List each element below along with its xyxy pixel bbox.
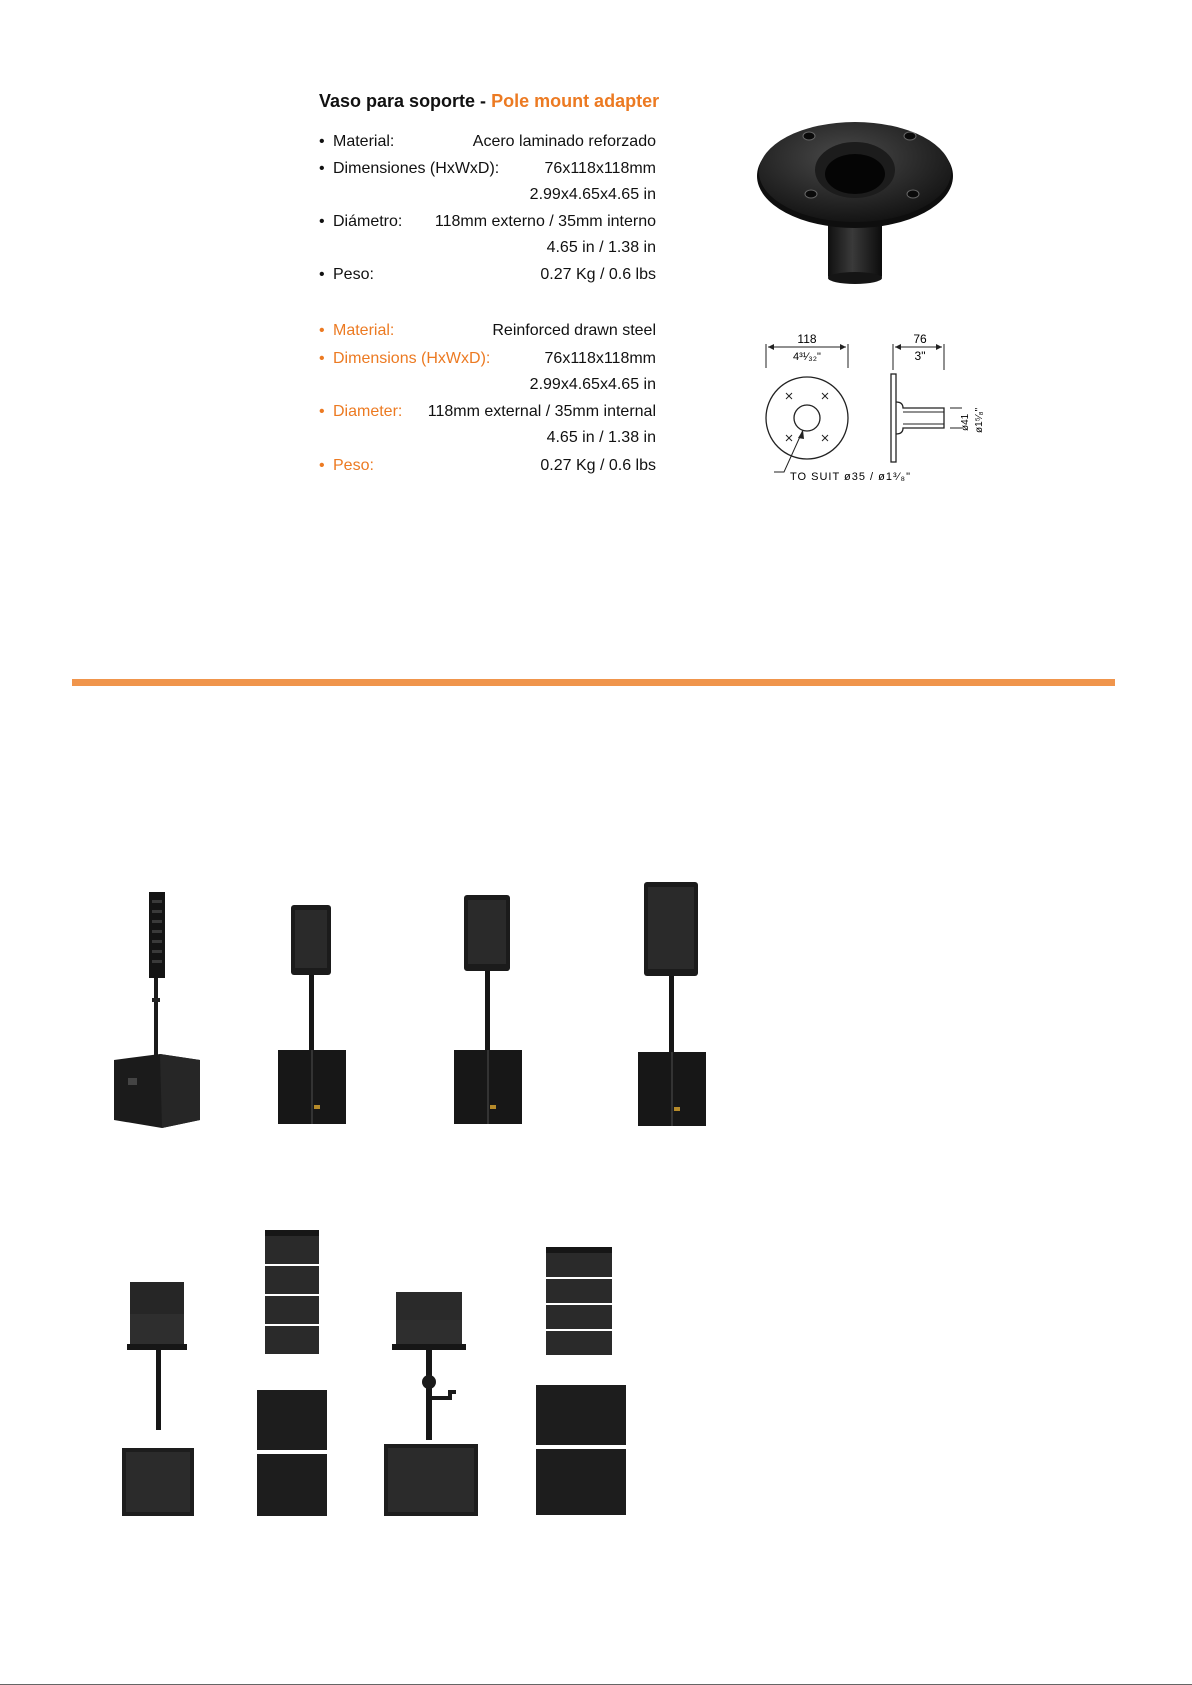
speaker-system-12-inch bbox=[452, 895, 532, 1125]
bullet-icon: • bbox=[319, 160, 325, 177]
spec-value: 0.27 Kg / 0.6 lbs bbox=[540, 457, 656, 474]
bullet-icon: • bbox=[319, 133, 325, 150]
side-depth-in-label: 3" bbox=[914, 349, 926, 363]
spec-label: Material: bbox=[333, 133, 395, 150]
speaker-system-15-inch-large bbox=[636, 882, 716, 1127]
spec-row-weight bbox=[319, 266, 656, 286]
spec-value: 76x118x118mm bbox=[544, 160, 656, 177]
spec-value: 2.99x4.65x4.65 in bbox=[529, 376, 656, 393]
line-array-crank-pole-system bbox=[382, 1290, 482, 1518]
spec-label: Dimensions (HxWxD): bbox=[333, 350, 491, 367]
bullet-icon: • bbox=[319, 350, 325, 367]
bullet-icon: • bbox=[319, 266, 325, 283]
spec-label: Diámetro: bbox=[333, 213, 403, 230]
line-array-stacked-system bbox=[255, 1228, 335, 1518]
product-title bbox=[319, 91, 659, 112]
spec-row-material bbox=[319, 133, 656, 153]
spec-value: 4.65 in / 1.38 in bbox=[546, 429, 656, 446]
spec-label: Peso: bbox=[333, 266, 374, 283]
suit-note-label: TO SUIT ø35 / ø1³⁄₈" bbox=[790, 471, 911, 483]
front-width-mm-label: 118 bbox=[797, 332, 817, 346]
spec-value: Reinforced drawn steel bbox=[492, 322, 656, 339]
spec-value: Acero laminado reforzado bbox=[472, 133, 656, 150]
line-array-pole-system bbox=[120, 1280, 200, 1518]
spec-value: 118mm externo / 35mm interno bbox=[434, 213, 656, 230]
bullet-icon: • bbox=[319, 457, 325, 474]
section-divider bbox=[72, 679, 1115, 686]
spec-label: Material: bbox=[333, 322, 395, 339]
bullet-icon: • bbox=[319, 403, 325, 420]
spec-row-weight bbox=[319, 457, 656, 477]
spec-row-dimensions bbox=[319, 160, 656, 180]
spec-label: Diameter: bbox=[333, 403, 403, 420]
pole-mount-adapter-photo bbox=[755, 110, 955, 285]
bullet-icon: • bbox=[319, 322, 325, 339]
spec-value: 0.27 Kg / 0.6 lbs bbox=[540, 266, 656, 283]
spec-label: Peso: bbox=[333, 457, 374, 474]
line-array-ground-stack-system bbox=[532, 1245, 632, 1517]
spec-row-diameter-in bbox=[319, 429, 656, 449]
spec-row-dimensions bbox=[319, 350, 656, 370]
speaker-system-column-array bbox=[110, 888, 200, 1133]
bullet-icon: • bbox=[319, 213, 325, 230]
spec-label: Dimensiones (HxWxD): bbox=[333, 160, 500, 177]
spec-value: 4.65 in / 1.38 in bbox=[546, 239, 656, 256]
spec-value: 2.99x4.65x4.65 in bbox=[529, 186, 656, 203]
spec-row-dimensions-in bbox=[319, 376, 656, 396]
spec-row-diameter-in bbox=[319, 239, 656, 259]
spec-value: 76x118x118mm bbox=[544, 350, 656, 367]
speaker-system-15-inch bbox=[276, 900, 356, 1125]
spec-row-diameter bbox=[319, 403, 656, 423]
title-spanish: Vaso para soporte - bbox=[319, 91, 492, 111]
inner-diameter-in-label: ø1⁵⁄₈" bbox=[974, 407, 985, 433]
spec-row-material bbox=[319, 322, 656, 342]
side-depth-mm-label: 76 bbox=[913, 332, 927, 346]
spec-row-diameter bbox=[319, 213, 656, 233]
title-english: Pole mount adapter bbox=[491, 91, 660, 111]
front-width-in-label: 4³¹⁄₃₂" bbox=[793, 351, 821, 363]
technical-drawing bbox=[760, 332, 1020, 492]
inner-diameter-mm-label: ø41 bbox=[960, 413, 971, 431]
spec-value: 118mm external / 35mm internal bbox=[427, 403, 656, 420]
spec-row-dimensions-in bbox=[319, 186, 656, 206]
